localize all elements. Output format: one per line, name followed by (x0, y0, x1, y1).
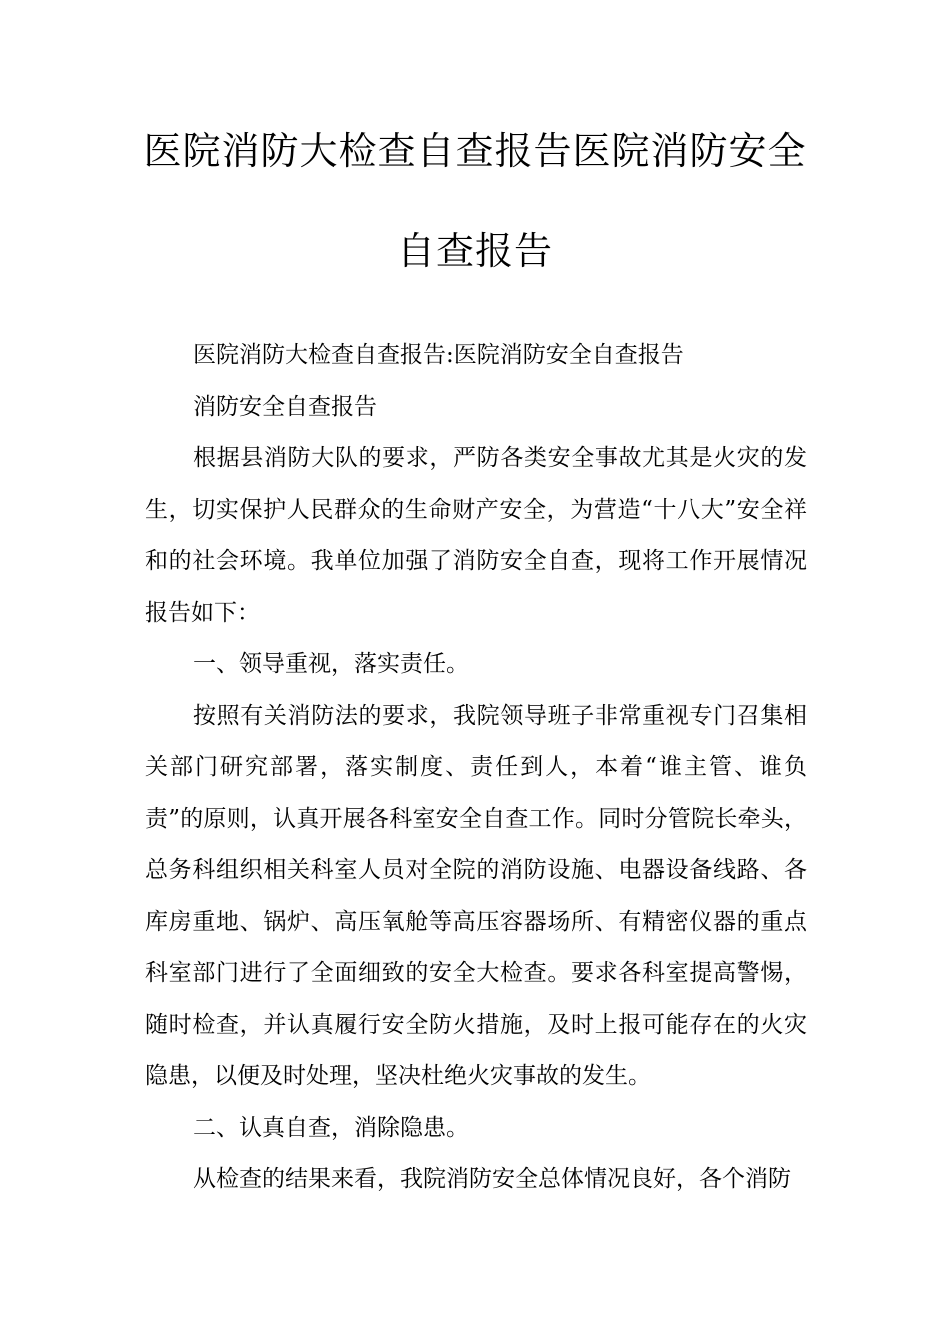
paragraph-intro: 根据县消防大队的要求，严防各类安全事故尤其是火灾的发生，切实保护人民群众的生命财产安全，为营造“十八大”安全祥和的社会环境。我单位加强了消防安全自查，现将工作开展情况报告如下： (145, 445, 807, 626)
section-heading-2: 二、认真自查，消除隐患。 (193, 1114, 469, 1141)
document-title-line-2: 自查报告 (396, 229, 553, 273)
section-heading-1: 一、领导重视，落实责任。 (193, 651, 469, 677)
paragraph-section-2: 从检查的结果来看，我院消防安全总体情况良好，各个消防 (193, 1166, 791, 1192)
paragraph-section-1: 按照有关消防法的要求，我院领导班子非常重视专门召集相关部门研究部署，落实制度、责任到人，本着“谁主管、谁负责”的原则，认真开展各科室安全自查工作。同时分管院长牵头，总务科组织相关科室人员对全院的消防设施、电器设备线路、各库房重地、锅炉、高压氧舱等高压容器场所、有精密仪器的重点科室部门进行了全面细致的安全大检查。要求各科室提高警惕，随时检查，并认真履行安全防火措施，及时上报可能存在的火灾隐患，以便及时处理，坚决杜绝火灾事故的发生。 (145, 702, 807, 1089)
document-body (145, 330, 807, 1206)
document-title-line-1: 医院消防大检查自查报告医院消防安全 (143, 129, 807, 173)
paragraph-subtitle: 医院消防大检查自查报告:医院消防安全自查报告 (193, 342, 684, 368)
paragraph-heading: 消防安全自查报告 (193, 393, 377, 420)
